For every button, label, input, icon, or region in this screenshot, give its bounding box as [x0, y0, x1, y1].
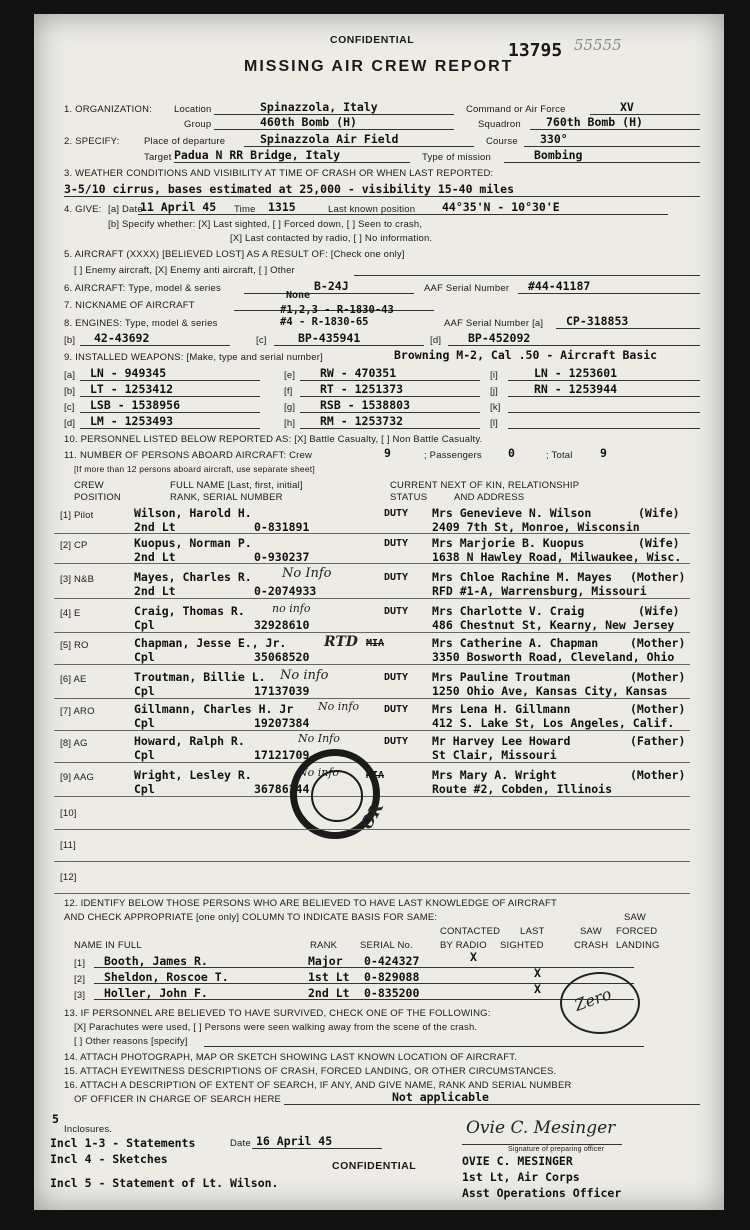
address-header: AND ADDRESS — [454, 492, 525, 503]
crew-header: CREW — [74, 480, 104, 491]
crew-serial: 0-930237 — [254, 550, 310, 564]
mission-label: Type of mission — [422, 152, 491, 163]
handwritten-zero: Zero — [571, 984, 614, 1015]
footer-date-label: Date — [230, 1138, 251, 1149]
crew-position: [9] AAG — [60, 772, 95, 783]
weapon-serial: RN - 1253944 — [534, 382, 618, 396]
s7-label: 7. NICKNAME OF AIRCRAFT — [64, 300, 195, 311]
crew-relationship: (Mother) — [630, 768, 686, 782]
weapons-make-value: Browning M-2, Cal .50 - Aircraft Basic — [394, 348, 658, 362]
crew-position: [6] AE — [60, 674, 87, 685]
sighted-col-header: SIGHTED — [500, 940, 544, 951]
engine-c-value: BP-435941 — [298, 331, 361, 345]
inclosure-1: Incl 1-3 - Statements — [50, 1136, 196, 1150]
witness-index: [3] — [74, 990, 86, 1001]
weapon-serial: RW - 470351 — [320, 366, 397, 380]
crew-kin: Mrs Marjorie B. Kuopus — [432, 536, 585, 550]
crew-address: RFD #1-A, Warrensburg, Missouri — [432, 584, 647, 598]
command-value: XV — [620, 100, 634, 114]
witness-sighted-check: X — [534, 982, 541, 996]
crew-rank: Cpl — [134, 748, 155, 762]
engine-d-label: [d] — [430, 335, 442, 346]
weapon-serial: RM - 1253732 — [320, 414, 404, 428]
witness-serial: 0-424327 — [364, 954, 420, 968]
weapon-serial: LM - 1253493 — [90, 414, 174, 428]
handwritten-note: No info — [318, 700, 360, 713]
squadron-label: Squadron — [478, 119, 521, 130]
engine-a-value: CP-318853 — [566, 314, 629, 328]
crew-rank: Cpl — [134, 782, 155, 796]
s12-line1: 12. IDENTIFY BELOW THOSE PERSONS WHO ARE BELIEVED TO HAVE LAST KNOWLEDGE OF AIRCRAFT — [64, 898, 557, 909]
crew-address: 486 Chestnut St, Kearny, New Jersey — [432, 618, 675, 632]
s14-text: 14. ATTACH PHOTOGRAPH, MAP OR SKETCH SHOWING LAST KNOWN LOCATION OF AIRCRAFT. — [64, 1052, 517, 1063]
crew-relationship: (Mother) — [630, 636, 686, 650]
crew-kin: Mrs Chloe Rachine M. Mayes — [432, 570, 613, 584]
passengers-label: ; Passengers — [424, 450, 482, 461]
signature-caption: Signature of preparing officer — [508, 1146, 605, 1153]
s16-line1: 16. ATTACH A DESCRIPTION OF EXTENT OF SEARCH, IF ANY, AND GIVE NAME, RANK AND SERIAL NUMBER — [64, 1080, 572, 1091]
weapon-key: [d] — [64, 418, 76, 429]
weapon-serial: LN - 949345 — [90, 366, 167, 380]
position-header: POSITION — [74, 492, 121, 503]
empty-crew-row: [10] — [60, 808, 77, 819]
saw-header: SAW — [580, 926, 602, 937]
crew-position: [3] N&B — [60, 574, 95, 585]
crew-status: MIA — [366, 638, 385, 649]
target-value: Padua N RR Bridge, Italy — [174, 148, 341, 162]
passengers-count: 0 — [508, 446, 515, 460]
group-value: 460th Bomb (H) — [260, 115, 357, 129]
s5-line1: 5. AIRCRAFT (XXXX) [BELIEVED LOST] AS A RESULT OF: [Check one only] — [64, 249, 405, 260]
crew-kin: Mrs Genevieve N. Wilson — [432, 506, 592, 520]
crew-kin: Mr Harvey Lee Howard — [432, 734, 571, 748]
rank-serial-header: RANK, SERIAL NUMBER — [170, 492, 283, 503]
crew-name: Kuopus, Norman P. — [134, 536, 252, 550]
crew-address: 412 S. Lake St, Los Angeles, Calif. — [432, 716, 675, 730]
engine-c-label: [c] — [256, 335, 267, 346]
total-label: ; Total — [546, 450, 573, 461]
weapon-key: [f] — [284, 386, 293, 397]
weapon-key: [g] — [284, 402, 296, 413]
weapon-key: [j] — [490, 386, 498, 397]
signer-title: Asst Operations Officer — [462, 1186, 622, 1200]
name-header: FULL NAME [Last, first, initial] — [170, 480, 303, 491]
crew-serial: 17137039 — [254, 684, 310, 698]
crash-col-header: CRASH — [574, 940, 609, 951]
s6-label: 6. AIRCRAFT: Type, model & series — [64, 283, 221, 294]
weapon-key: [c] — [64, 402, 75, 413]
witness-serial: 0-829088 — [364, 970, 420, 984]
s10-text: 10. PERSONNEL LISTED BELOW REPORTED AS: [X] Battle Casualty, [ ] Non Battle Casualty. — [64, 434, 483, 445]
s4-specify-2: [X] Last contacted by radio, [ ] No information. — [230, 233, 433, 244]
crew-status: MIA — [366, 770, 385, 781]
weapon-key: [l] — [490, 418, 498, 429]
witness-radio-check: X — [470, 950, 477, 964]
location-label: Location — [174, 104, 212, 115]
witness-index: [2] — [74, 974, 86, 985]
crew-relationship: (Wife) — [638, 604, 680, 618]
aircraft-type-value: B-24J — [314, 279, 349, 293]
weapon-serial: RT - 1251373 — [320, 382, 404, 396]
aircraft-serial-label: AAF Serial Number — [424, 283, 510, 294]
handwritten-note: No Info — [298, 732, 340, 745]
crew-status: DUTY — [384, 606, 409, 617]
crew-name: Wright, Lesley R. — [134, 768, 252, 782]
date-label: [a] Date — [108, 204, 143, 215]
s2-label: 2. SPECIFY: — [64, 136, 120, 147]
crew-count: 9 — [384, 446, 391, 460]
crew-kin: Mrs Catherine A. Chapman — [432, 636, 599, 650]
handwritten-rtd: RTD — [324, 634, 358, 650]
s13-line1: 13. IF PERSONNEL ARE BELIEVED TO HAVE SURVIVED, CHECK ONE OF THE FOLLOWING: — [64, 1008, 491, 1019]
crew-serial: 32928610 — [254, 618, 310, 632]
witness-index: [1] — [74, 958, 86, 969]
last-header: LAST — [520, 926, 545, 937]
s8-label: 8. ENGINES: Type, model & series — [64, 318, 218, 329]
weapon-serial: RSB - 1538803 — [320, 398, 411, 412]
crew-rank: Cpl — [134, 684, 155, 698]
crew-serial: 36786144 — [254, 782, 310, 796]
crew-position: [1] Pilot — [60, 510, 94, 521]
aircraft-serial-value: #44-41187 — [528, 279, 591, 293]
crew-relationship: (Wife) — [638, 506, 680, 520]
crew-status: DUTY — [384, 704, 409, 715]
engine-type-value-1: #1,2,3 - R-1830-43 — [280, 304, 394, 316]
signer-name: OVIE C. MESINGER — [462, 1154, 573, 1168]
s15-text: 15. ATTACH EYEWITNESS DESCRIPTIONS OF CRASH, FORCED LANDING, OR OTHER CIRCUMSTANCES. — [64, 1066, 557, 1077]
crew-relationship: (Mother) — [630, 702, 686, 716]
time-label: Time — [234, 204, 256, 215]
s3-label: 3. WEATHER CONDITIONS AND VISIBILITY AT TIME OF CRASH OR WHEN LAST REPORTED: — [64, 168, 494, 179]
crew-serial: 17121709 — [254, 748, 310, 762]
crew-rank: Cpl — [134, 716, 155, 730]
signer-rank: 1st Lt, Air Corps — [462, 1170, 580, 1184]
crew-kin: Mrs Pauline Troutman — [432, 670, 571, 684]
footer-date-value: 16 April 45 — [256, 1134, 333, 1148]
weapon-key: [h] — [284, 418, 296, 429]
handwritten-note: No Info — [282, 566, 332, 581]
weapon-serial: LSB - 1538956 — [90, 398, 181, 412]
crew-relationship: (Mother) — [630, 570, 686, 584]
crew-name: Troutman, Billie L. — [134, 670, 266, 684]
engine-type-value-2: #4 - R-1830-65 — [280, 316, 369, 328]
crew-address: 2409 7th St, Monroe, Wisconsin — [432, 520, 640, 534]
radio-col-header: BY RADIO — [440, 940, 487, 951]
crew-relationship: (Wife) — [638, 536, 680, 550]
s11-note: [If more than 12 persons aboard aircraft, use separate sheet] — [74, 464, 315, 474]
crew-name: Mayes, Charles R. — [134, 570, 252, 584]
handwritten-note: no info — [272, 602, 311, 615]
s16-line2: OF OFFICER IN CHARGE OF SEARCH HERE — [74, 1094, 282, 1105]
crew-position: [4] E — [60, 608, 81, 619]
crew-position: [5] RO — [60, 640, 89, 651]
crew-status: DUTY — [384, 508, 409, 519]
location-value: Spinazzola, Italy — [260, 100, 378, 114]
report-page — [34, 14, 724, 1210]
crew-kin: Mrs Lena H. Gillmann — [432, 702, 571, 716]
inclosures-label: Inclosures. — [64, 1124, 113, 1135]
command-label: Command or Air Force — [466, 104, 566, 115]
crew-serial: 35068520 — [254, 650, 310, 664]
crew-status: DUTY — [384, 672, 409, 683]
crew-rank: 2nd Lt — [134, 584, 176, 598]
contacted-header: CONTACTED — [440, 926, 501, 937]
report-serial-number: 13795 — [508, 40, 563, 61]
rank-col-header: RANK — [310, 940, 338, 951]
crew-name: Wilson, Harold H. — [134, 506, 252, 520]
crew-serial: 19207384 — [254, 716, 310, 730]
crew-name: Howard, Ralph R. — [134, 734, 245, 748]
inclosure-2: Incl 4 - Sketches — [50, 1152, 168, 1166]
crew-name: Chapman, Jesse E., Jr. — [134, 636, 287, 650]
serial-col-header: SERIAL No. — [360, 940, 413, 951]
squadron-value: 760th Bomb (H) — [546, 115, 643, 129]
empty-crew-row: [12] — [60, 872, 77, 883]
confidential-footer: CONFIDENTIAL — [332, 1160, 417, 1172]
engine-serial-label: AAF Serial Number [a] — [444, 318, 544, 329]
departure-value: Spinazzola Air Field — [260, 132, 399, 146]
forced-header-0: SAW — [624, 912, 646, 923]
landing-col-header: LANDING — [616, 940, 660, 951]
s1-label: 1. ORGANIZATION: — [64, 104, 153, 115]
engine-b-label: [b] — [64, 335, 76, 346]
weapon-key: [e] — [284, 370, 296, 381]
inclosure-count: 5 — [52, 1112, 59, 1126]
crew-address: 1638 N Hawley Road, Milwaukee, Wisc. — [432, 550, 682, 564]
s5-line2: [ ] Enemy aircraft, [X] Enemy anti aircraft, [ ] Other — [74, 265, 295, 276]
crew-status: DUTY — [384, 538, 409, 549]
s13-line3: [ ] Other reasons [specify] — [74, 1036, 188, 1047]
mission-value: Bombing — [534, 148, 583, 162]
target-label: Target — [144, 152, 172, 163]
course-label: Course — [486, 136, 518, 147]
weapon-key: [b] — [64, 386, 76, 397]
crew-rank: Cpl — [134, 650, 155, 664]
crew-status: DUTY — [384, 572, 409, 583]
total-count: 9 — [600, 446, 607, 460]
s4-label: 4. GIVE: — [64, 204, 102, 215]
witness-rank: 1st Lt — [308, 970, 350, 984]
empty-crew-row: [11] — [60, 840, 76, 851]
crew-position: [7] ARO — [60, 706, 95, 717]
crew-address: 1250 Ohio Ave, Kansas City, Kansas — [432, 684, 668, 698]
faded-serial-stamp: 55555 — [574, 36, 622, 54]
crew-rank: 2nd Lt — [134, 550, 176, 564]
report-title: MISSING AIR CREW REPORT — [244, 58, 514, 75]
confidential-header: CONFIDENTIAL — [330, 34, 415, 46]
s11-label: 11. NUMBER OF PERSONS ABOARD AIRCRAFT: Crew — [64, 450, 313, 461]
weather-value: 3-5/10 cirrus, bases estimated at 25,000 - visibility 15-40 miles — [64, 182, 515, 196]
time-value: 1315 — [268, 200, 296, 214]
crew-address: St Clair, Missouri — [432, 748, 557, 762]
witness-name: Holler, John F. — [104, 986, 208, 1000]
s9-label: 9. INSTALLED WEAPONS: [Make, type and serial number] — [64, 352, 323, 363]
s13-line2: [X] Parachutes were used, [ ] Persons were seen walking away from the scene of the crash. — [74, 1022, 478, 1033]
crew-name: Gillmann, Charles H. Jr — [134, 702, 294, 716]
weapon-key: [a] — [64, 370, 76, 381]
witness-rank: Major — [308, 954, 343, 968]
nickname-value: None — [286, 290, 311, 301]
witness-rank: 2nd Lt — [308, 986, 350, 1000]
crew-serial: 0-2074933 — [254, 584, 317, 598]
handwritten-note: No info — [280, 668, 329, 683]
engine-b-value: 42-43692 — [94, 331, 150, 345]
crew-relationship: (Father) — [630, 734, 686, 748]
group-label: Group — [184, 119, 212, 130]
crew-kin: Mrs Charlotte V. Craig — [432, 604, 585, 618]
crew-position: [8] AG — [60, 738, 88, 749]
officer-signature: Ovie C. Mesinger — [466, 1118, 616, 1138]
status-header: STATUS — [390, 492, 428, 503]
crew-address: 3350 Bosworth Road, Cleveland, Ohio — [432, 650, 675, 664]
search-officer-value: Not applicable — [392, 1090, 489, 1104]
crew-kin: Mrs Mary A. Wright — [432, 768, 557, 782]
witness-serial: 0-835200 — [364, 986, 420, 1000]
crew-serial: 0-831891 — [254, 520, 310, 534]
witness-name: Sheldon, Roscoe T. — [104, 970, 229, 984]
crew-relationship: (Mother) — [630, 670, 686, 684]
date-value: 11 April 45 — [140, 200, 217, 214]
s4-specify-1: [b] Specify whether: [X] Last sighted, [ ] Forced down, [ ] Seen to crash, — [108, 219, 423, 230]
kin-header: CURRENT NEXT OF KIN, RELATIONSHIP — [390, 480, 580, 491]
handwritten-ok: OK — [356, 798, 388, 833]
course-value: 330° — [540, 132, 568, 146]
handwritten-note: No info — [298, 766, 340, 779]
crew-position: [2] CP — [60, 540, 88, 551]
crew-rank: Cpl — [134, 618, 155, 632]
weapon-serial: LN - 1253601 — [534, 366, 618, 380]
weapon-serial: LT - 1253412 — [90, 382, 174, 396]
crew-rank: 2nd Lt — [134, 520, 176, 534]
weapon-key: [i] — [490, 370, 498, 381]
forced-header-1: FORCED — [616, 926, 658, 937]
witness-sighted-check: X — [534, 966, 541, 980]
position-label: Last known position — [328, 204, 416, 215]
departure-label: Place of departure — [144, 136, 226, 147]
crew-name: Craig, Thomas R. — [134, 604, 245, 618]
crew-status: DUTY — [384, 736, 409, 747]
engine-d-value: BP-452092 — [468, 331, 531, 345]
name-col-header: NAME IN FULL — [74, 940, 142, 951]
inclosure-3: Incl 5 - Statement of Lt. Wilson. — [50, 1176, 279, 1190]
crew-address: Route #2, Cobden, Illinois — [432, 782, 613, 796]
position-value: 44°35'N - 10°30'E — [442, 200, 560, 214]
witness-name: Booth, James R. — [104, 954, 208, 968]
s12-line2: AND CHECK APPROPRIATE [one only] COLUMN TO INDICATE BASIS FOR SAME: — [64, 912, 438, 923]
weapon-key: [k] — [490, 402, 501, 413]
